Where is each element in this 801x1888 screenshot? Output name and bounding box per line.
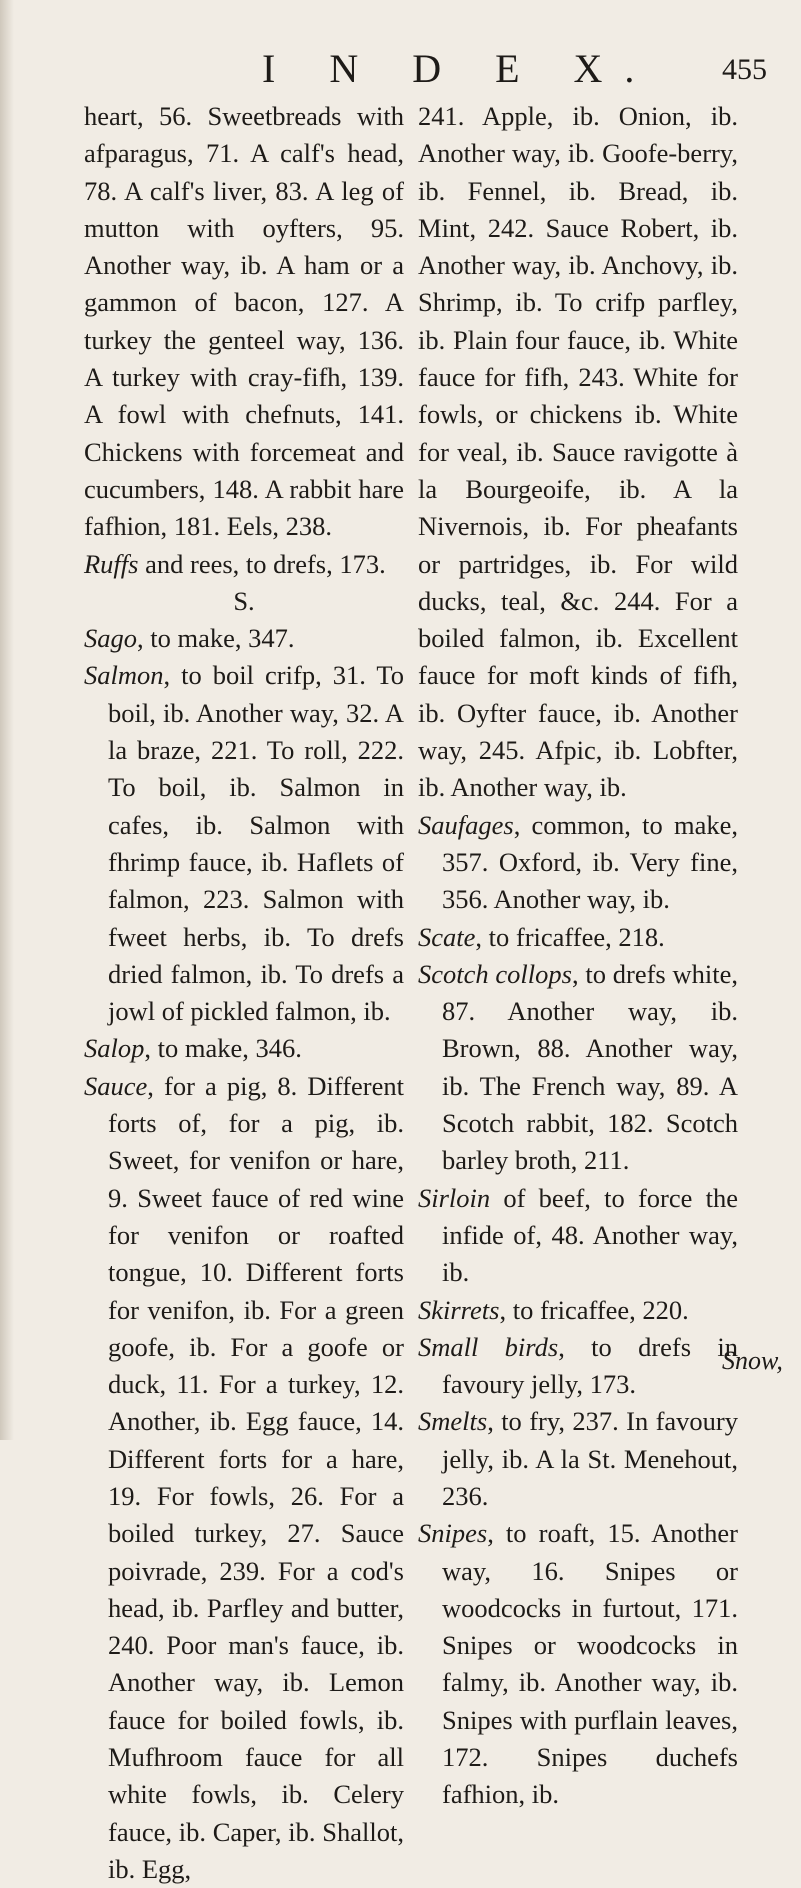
catchword: Snow, — [722, 1346, 783, 1375]
index-entry: Small birds, to drefs in favoury jelly, 173. — [418, 1331, 738, 1400]
page-gutter-shadow — [0, 0, 14, 1440]
running-title: I N D E X. — [262, 46, 657, 91]
page-number: 455 — [722, 53, 767, 86]
index-entry: Scate, to fricaffee, 218. — [418, 921, 665, 952]
index-entry: Salmon, to boil crifp, 31. To boil, ib. Another way, 32. A la braze, 221. To roll, 222. To boil, ib. Salmon in cafes, ib. Salmon with fhrimp fauce, ib. Haflets of falmon, 223. Salmon with fweet herbs, ib. To drefs dried falmon, ib. To drefs a jowl of pickled falmon, ib. — [84, 660, 404, 1027]
index-entry: Scotch collops, to drefs white, 87. Another way, ib. Brown, 88. Another way, ib. The French way, 89. A Scotch rabbit, 182. Scotch barley broth, 211. — [418, 958, 739, 1176]
index-entry: Ruffs and rees, to drefs, 173. — [84, 548, 386, 579]
left-column — [84, 98, 404, 1888]
index-entry: Saufages, common, to make, 357. Oxford, ib. Very fine, 356. Another way, ib. — [418, 809, 738, 915]
index-entry: heart, 56. Sweetbreads with afparagus, 71. A calf's head, 78. A calf's liver, 83. A leg of mutton with oyfters, 95. Another way, ib. A ham or a gammon of bacon, 127. A turkey the genteel way, 136. A turkey with cray-fifh, 139. A fowl with chefnuts, 141. Chickens with forcemeat and cucumbers, 148. A rabbit hare fafhion, 181. Eels, 238. — [84, 101, 404, 542]
index-entry: Sauce, for a pig, 8. Different forts of, for a pig, ib. Sweet, for venifon or hare, 9. Sweet fauce of red wine for venifon or roafted tongue, 10. Different forts for venifon, ib. For a green goofe, ib. For a goofe or duck, 11. For a turkey, 12. Another, ib. Egg fauce, 14. Different forts for a hare, 19. For fowls, 26. For a boiled turkey, 27. Sauce poivrade, 239. For a cod's head, ib. Parfley and butter, 240. Poor man's fauce, ib. Another way, ib. Lemon fauce for boiled fowls, ib. Mufhroom fauce for all white fowls, ib. Celery fauce, ib. Caper, ib. Shallot, ib. Egg, — [84, 1070, 404, 1884]
index-entry: 241. Apple, ib. Onion, ib. Another way, ib. Goofe-berry, ib. Fennel, ib. Bread, ib. Mint, 242. Sauce Robert, ib. Another way, ib. Anchovy, ib. Shrimp, ib. To crifp parfley, ib. Plain four fauce, ib. White fauce for fifh, 243. White for fowls, or chickens ib. White for veal, ib. Sauce ravigotte à la Bourgeoife, ib. A la Nivernois, ib. For pheafants or partridges, ib. For wild ducks, teal, &c. 244. For a boiled falmon, ib. Excellent fauce for moft kinds of fifh, ib. Oyfter fauce, ib. Another way, 245. Afpic, ib. Lobfter, ib. Another way, ib. — [418, 101, 738, 803]
index-entry: Smelts, to fry, 237. In favoury jelly, ib. A la St. Menehout, 236. — [418, 1406, 738, 1511]
index-entry: Salop, to make, 346. — [84, 1033, 302, 1064]
right-column — [418, 98, 738, 1814]
index-entry: Sago, to make, 347. — [84, 623, 295, 654]
index-entry: Skirrets, to fricaffee, 220. — [418, 1294, 689, 1325]
section-letter: S. — [233, 585, 255, 616]
page-header — [0, 44, 801, 94]
index-entry: Sirloin of beef, to force the infide of, 48. Another way, ib. — [418, 1182, 738, 1288]
index-entry: Snipes, to roaft, 15. Another way, 16. Snipes or woodcocks in furtout, 171. Snipes or woodcocks in falmy, ib. Another way, ib. Snipes with purflain leaves, 172. Snipes duchefs fafhion, ib. — [418, 1518, 738, 1810]
